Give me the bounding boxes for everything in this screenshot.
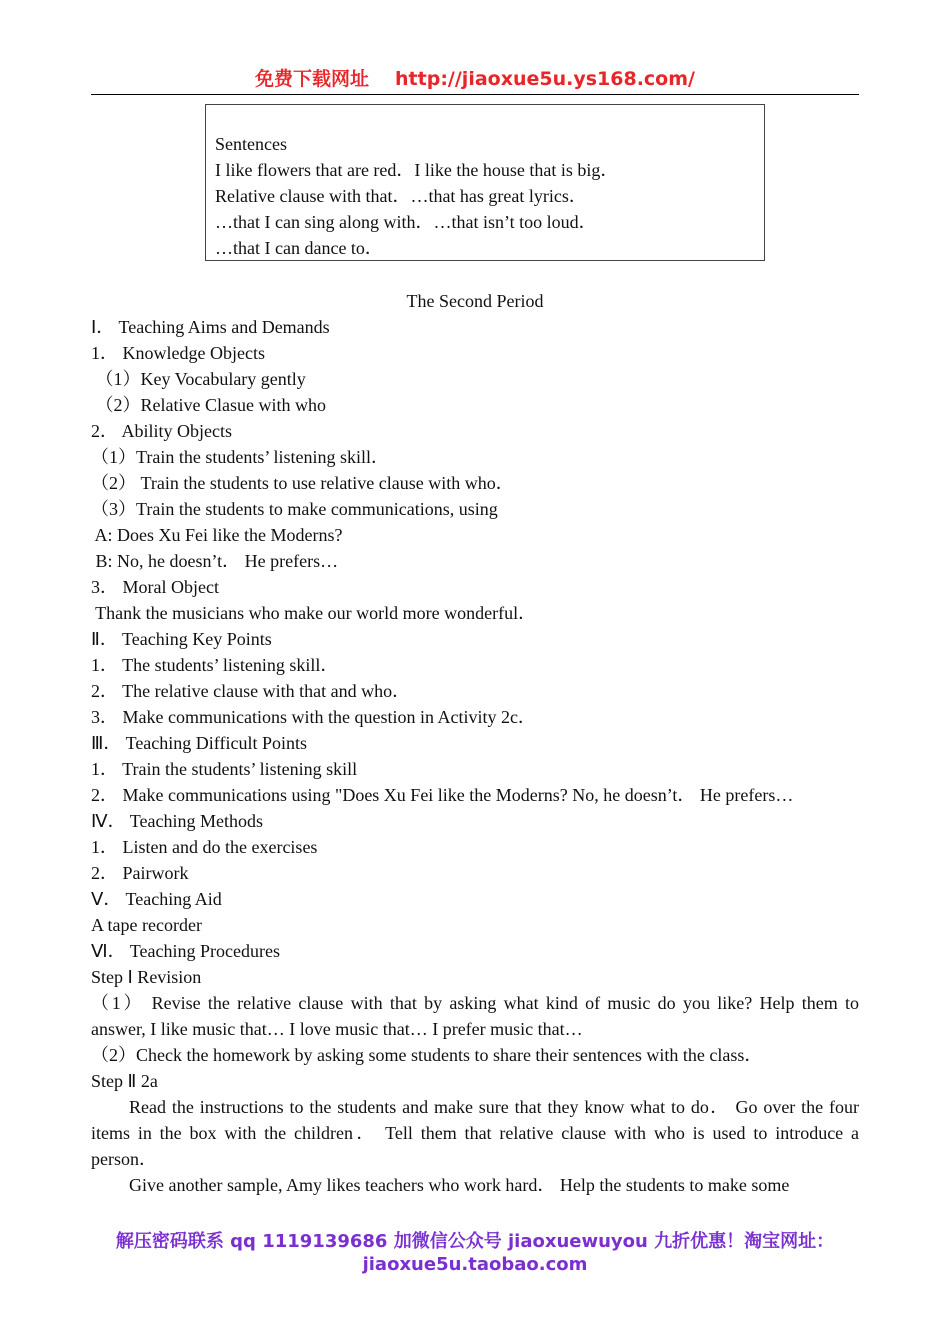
step-heading: Step Ⅰ Revision	[91, 967, 202, 987]
page-footer	[80, 1230, 870, 1276]
box-line: Sentences	[215, 134, 287, 154]
section-heading: Ⅰ． Teaching Aims and Demands	[91, 317, 330, 337]
list-item: 2． Pairwork	[91, 863, 189, 883]
document-body	[91, 288, 859, 1198]
list-item: 1． Train the students’ listening skill	[91, 759, 358, 779]
header-url-link[interactable]: http://jiaoxue5u.ys168.com/	[395, 68, 695, 90]
list-item: 1． Listen and do the exercises	[91, 837, 318, 857]
list-item: （2）Relative Clasue with who	[91, 395, 326, 415]
sentences-box	[205, 104, 765, 261]
period-title: The Second Period	[406, 291, 544, 311]
list-item: 2． Ability Objects	[91, 421, 232, 441]
dialogue-line: B: No, he doesn’t． He prefers…	[91, 551, 339, 571]
revision-item: （1） Revise the relative clause with that by asking what kind of music do you like? Help them to answer, I like music that… I love music that… I prefer music that…	[91, 993, 859, 1039]
page-header	[91, 64, 859, 95]
text-line: Thank the musicians who make our world more wonderful．	[91, 603, 537, 623]
list-item: （1）Train the students’ listening skill．	[91, 447, 390, 467]
text-line: A tape recorder	[91, 915, 202, 935]
list-item: 2． The relative clause with that and who．	[91, 681, 411, 701]
list-item: （1）Key Vocabulary gently	[91, 369, 306, 389]
list-item: （2） Train the students to use relative clause with who．	[91, 473, 514, 493]
section-heading: Ⅱ． Teaching Key Points	[91, 629, 272, 649]
section-heading: Ⅳ． Teaching Methods	[91, 811, 263, 831]
box-line: …that I can sing along with．…that isn’t too loud．	[215, 212, 597, 232]
header-label: 免费下载网址	[255, 68, 370, 90]
list-item: 3． Moral Object	[91, 577, 219, 597]
box-line: I like flowers that are red．I like the house that is big．	[215, 160, 619, 180]
list-item: 2． Make communications using "Does Xu Fei like the Moderns? No, he doesn’t． He prefers…	[91, 785, 794, 805]
section-heading: Ⅵ． Teaching Procedures	[91, 941, 280, 961]
list-item: 1． Knowledge Objects	[91, 343, 265, 363]
list-item: （3）Train the students to make communications, using	[91, 499, 498, 519]
section-heading: Ⅴ． Teaching Aid	[91, 889, 222, 909]
list-item: 1． The students’ listening skill．	[91, 655, 339, 675]
footer-contact-line: 解压密码联系 qq 1119139686 加微信公众号 jiaoxuewuyou 九折优惠！淘宝网址：	[115, 1231, 835, 1252]
revision-item: （2）Check the homework by asking some students to share their sentences with the class．	[91, 1045, 763, 1065]
paragraph: Read the instructions to the students and make sure that they know what to do． Go over the four items in the box with the children． Tell them that relative clause with who is used to introduce a person．	[91, 1097, 859, 1169]
dialogue-line: A: Does Xu Fei like the Moderns?	[91, 525, 343, 545]
section-heading: Ⅲ． Teaching Difficult Points	[91, 733, 307, 753]
paragraph: Give another sample, Amy likes teachers who work hard． Help the students to make some	[129, 1175, 790, 1195]
footer-shop-link[interactable]: jiaoxue5u.taobao.com	[362, 1254, 588, 1275]
step-heading: Step Ⅱ 2a	[91, 1071, 158, 1091]
list-item: 3． Make communications with the question in Activity 2c．	[91, 707, 536, 727]
box-line: …that I can dance to．	[215, 238, 383, 258]
box-line: Relative clause with that．…that has great lyrics．	[215, 186, 587, 206]
